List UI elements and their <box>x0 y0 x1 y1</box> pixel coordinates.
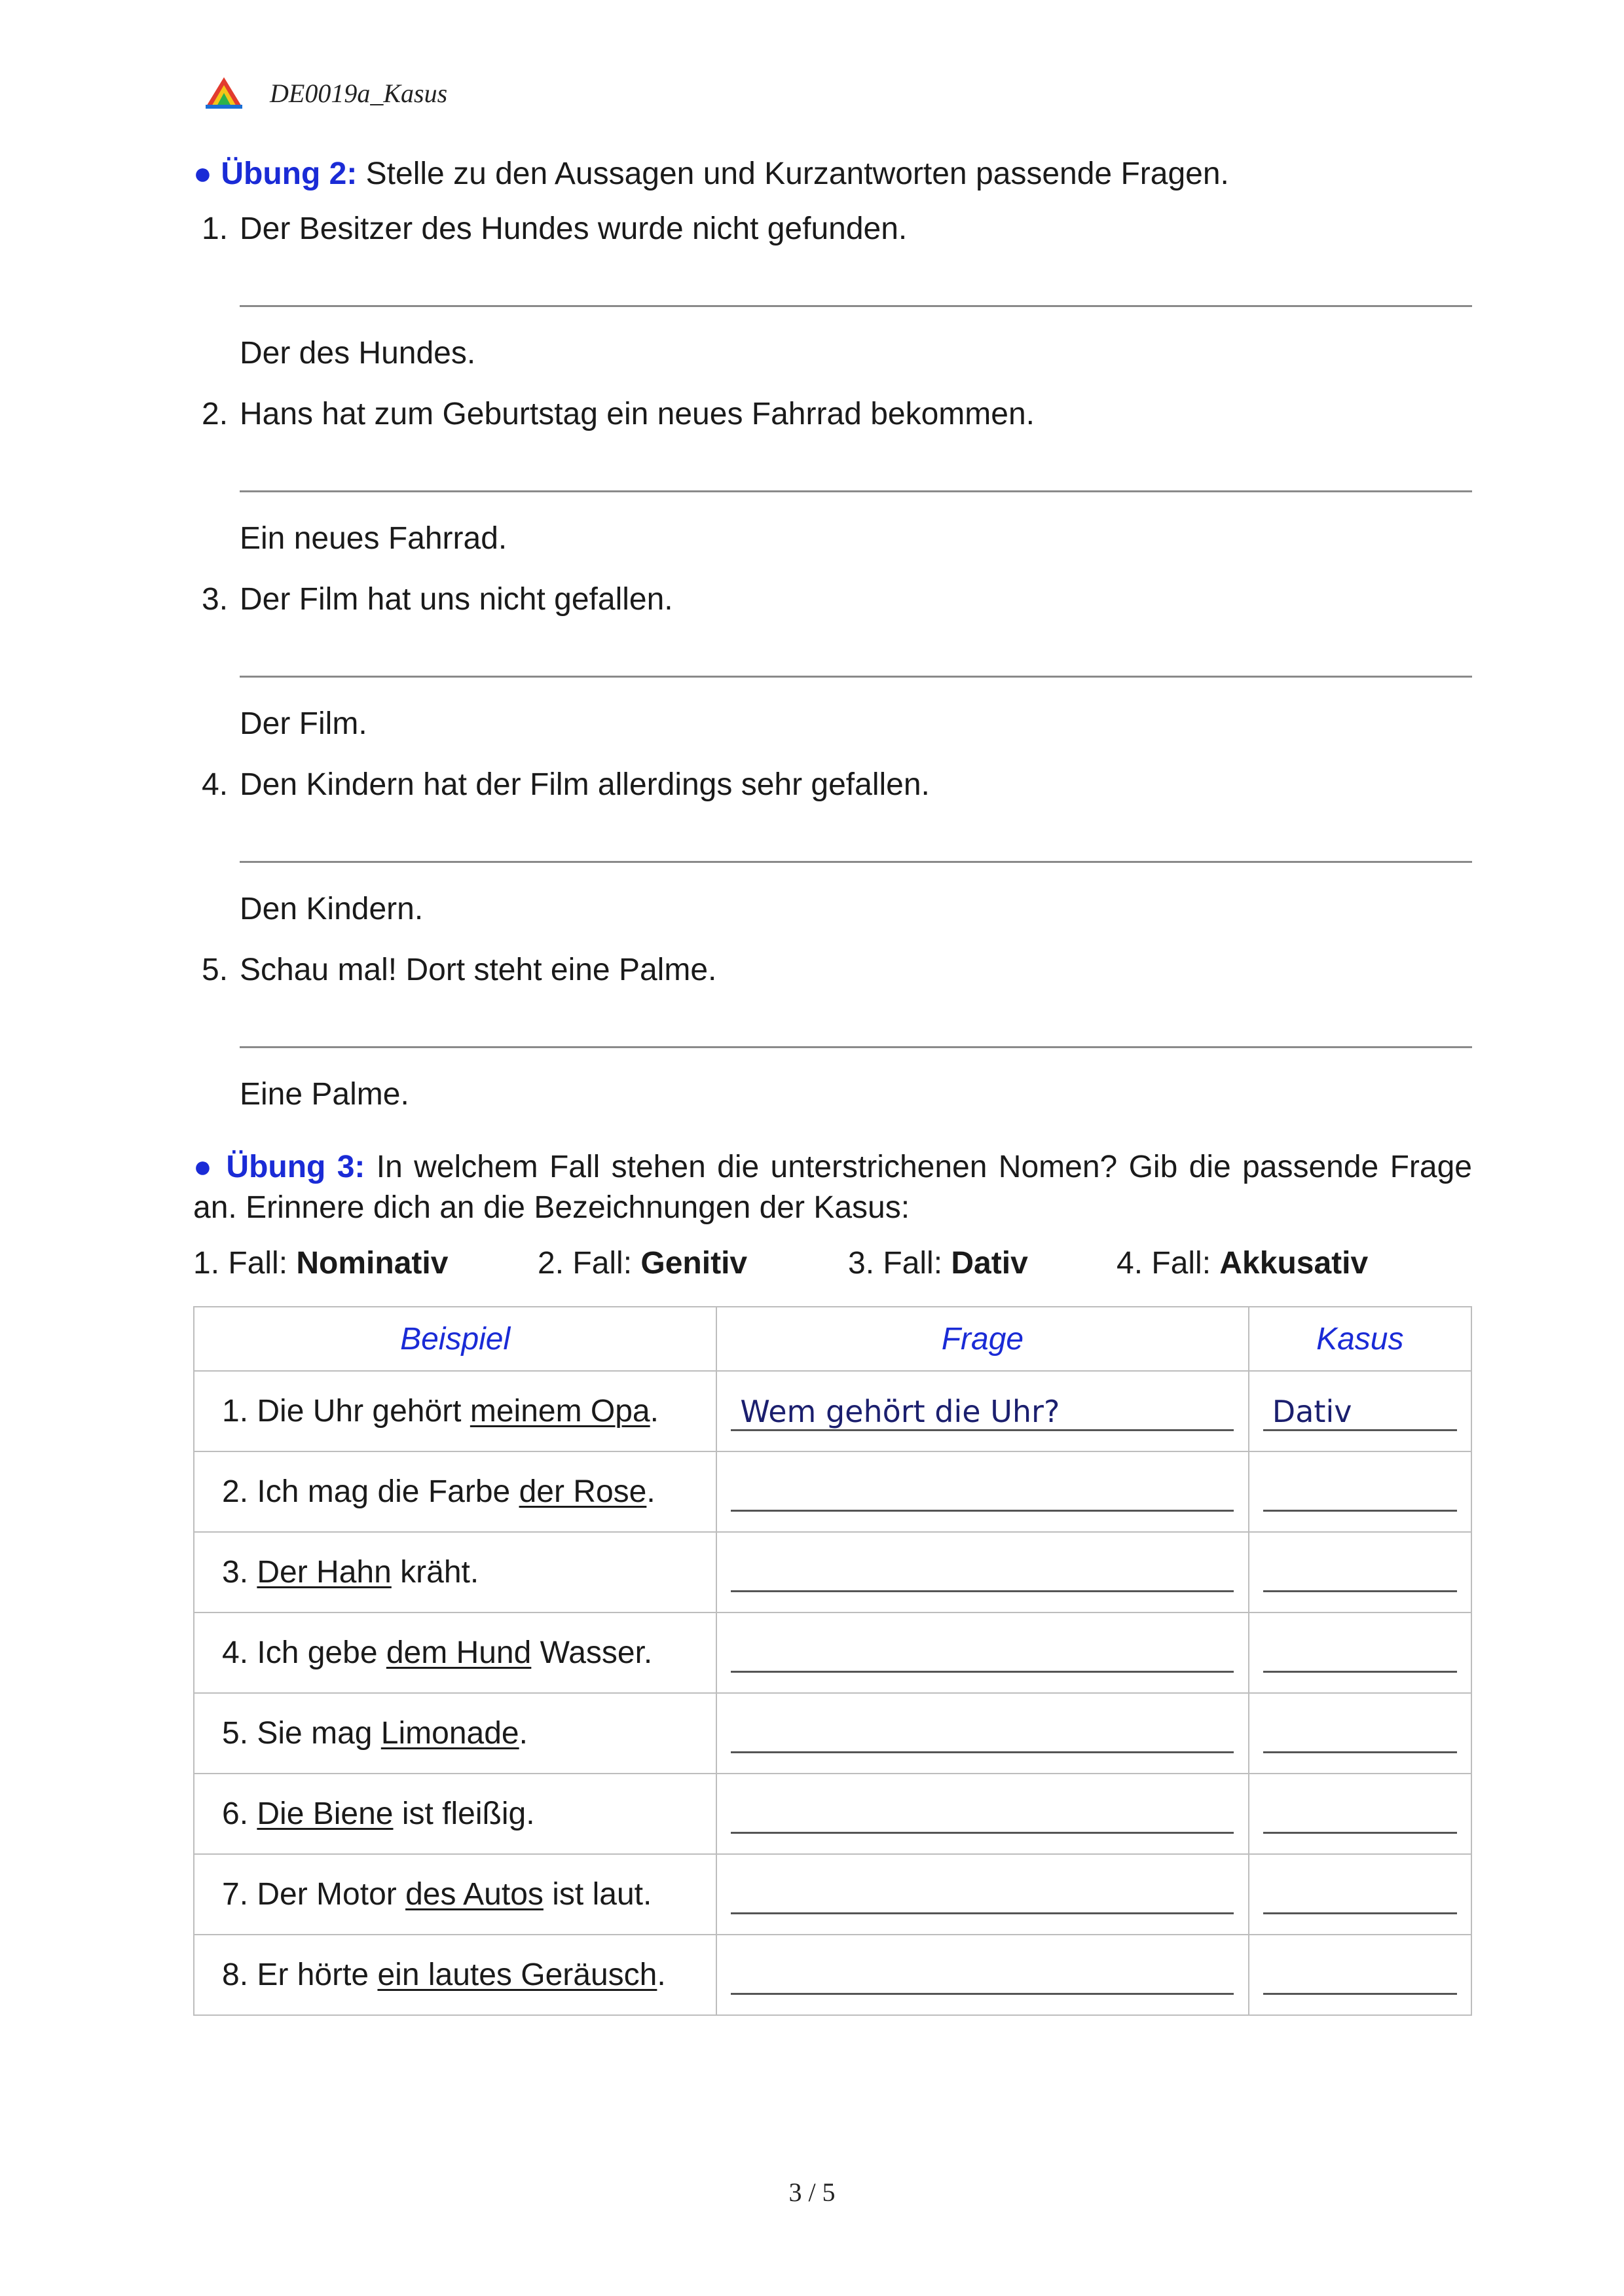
example-sentence: 3. Der Hahn kräht. <box>194 1532 716 1613</box>
bullet-icon: ● <box>193 156 212 191</box>
kasus-answer-field[interactable] <box>1263 1633 1457 1673</box>
underlined-noun: Die Biene <box>257 1796 394 1831</box>
frage-cell <box>716 1451 1248 1532</box>
underlined-noun: ein lautes Geräusch <box>377 1958 657 1992</box>
kasus-answer-field[interactable] <box>1263 1956 1457 1995</box>
exercise-3-label: Übung 3: <box>226 1150 365 1184</box>
example-sentence: 5. Sie mag Limonade. <box>194 1693 716 1774</box>
exercise-3-title <box>193 1147 1472 1228</box>
underlined-noun: Limonade <box>380 1716 519 1751</box>
kasus-answer-field[interactable] <box>1263 1795 1457 1834</box>
example-sentence: 7. Der Motor des Autos ist laut. <box>194 1854 716 1935</box>
example-sentence: 4. Ich gebe dem Hund Wasser. <box>194 1613 716 1693</box>
exercise-2-statement: 2. Hans hat zum Geburtstag ein neues Fahrrad bekommen. <box>202 397 1035 431</box>
case-2: 2. Fall: Genitiv <box>538 1246 748 1281</box>
document-id: DE0019a_Kasus <box>270 78 448 108</box>
kasus-answer-field[interactable]: Dativ <box>1263 1392 1457 1431</box>
exercise-2-short-answer: Der Film. <box>240 706 367 741</box>
kasus-cell <box>1249 1371 1471 1451</box>
table-row <box>194 1774 1471 1854</box>
kasus-answer-field[interactable] <box>1263 1553 1457 1592</box>
kasus-cell <box>1249 1854 1471 1935</box>
kasus-cell <box>1249 1451 1471 1532</box>
exercise-2-short-answer: Ein neues Fahrrad. <box>240 521 507 556</box>
example-sentence: 6. Die Biene ist fleißig. <box>194 1774 716 1854</box>
case-1: 1. Fall: Nominativ <box>193 1246 449 1281</box>
page-header <box>204 72 447 114</box>
table-row <box>194 1613 1471 1693</box>
kasus-cell <box>1249 1613 1471 1693</box>
frage-cell <box>716 1532 1248 1613</box>
exercise-2-instruction: Stelle zu den Aussagen und Kurzantworten passende Fragen. <box>365 156 1229 191</box>
table-row <box>194 1935 1471 2015</box>
underlined-noun: meinem Opa <box>470 1394 650 1429</box>
kasus-answer-field[interactable] <box>1263 1472 1457 1512</box>
example-sentence: 2. Ich mag die Farbe der Rose. <box>194 1451 716 1532</box>
frage-answer-field[interactable] <box>731 1553 1234 1592</box>
table-row <box>194 1693 1471 1774</box>
frage-cell <box>716 1371 1248 1451</box>
underlined-noun: Der Hahn <box>257 1555 392 1590</box>
exercise-3-instruction: In welchem Fall stehen die unterstrichenen Nomen? Gib die passende Frage an. Erinnere dich an die Bezeichnungen der Kasus: <box>193 1150 1472 1225</box>
case-3: 3. Fall: Dativ <box>848 1246 1028 1281</box>
frage-cell <box>716 1774 1248 1854</box>
exercise-2-short-answer: Den Kindern. <box>240 892 424 926</box>
exercise-2-statement: 1. Der Besitzer des Hundes wurde nicht gefunden. <box>202 211 908 246</box>
table-row <box>194 1451 1471 1532</box>
exercise-2-short-answer: Eine Palme. <box>240 1077 409 1112</box>
frage-answer-field[interactable] <box>731 1795 1234 1834</box>
frage-answer-field[interactable] <box>731 1472 1234 1512</box>
table-row <box>194 1854 1471 1935</box>
column-header-beispiel: Beispiel <box>194 1307 716 1371</box>
frage-answer-field[interactable] <box>731 1714 1234 1753</box>
kasus-cell <box>1249 1774 1471 1854</box>
answer-line[interactable] <box>240 1046 1472 1048</box>
answer-line[interactable] <box>240 861 1472 863</box>
exercise-3-table <box>193 1306 1472 2016</box>
column-header-kasus: Kasus <box>1249 1307 1471 1371</box>
case-legend <box>193 1244 1472 1283</box>
frage-cell <box>716 1693 1248 1774</box>
underlined-noun: dem Hund <box>386 1635 532 1670</box>
exercise-2-statement: 4. Den Kindern hat der Film allerdings sehr gefallen. <box>202 767 930 802</box>
column-header-frage: Frage <box>716 1307 1248 1371</box>
bullet-icon: ● <box>193 1150 215 1184</box>
exercise-2-short-answer: Der des Hundes. <box>240 336 476 371</box>
frage-answer-field[interactable] <box>731 1956 1234 1995</box>
underlined-noun: des Autos <box>405 1877 544 1912</box>
frage-cell <box>716 1613 1248 1693</box>
frage-answer-field[interactable] <box>731 1633 1234 1673</box>
case-4: 4. Fall: Akkusativ <box>1116 1246 1369 1281</box>
answer-line[interactable] <box>240 676 1472 678</box>
page-number: 3 / 5 <box>788 2178 836 2207</box>
frage-cell <box>716 1935 1248 2015</box>
table-row <box>194 1371 1471 1451</box>
answer-line[interactable] <box>240 305 1472 307</box>
exercise-2-label: Übung 2: <box>221 156 358 191</box>
underlined-noun: der Rose <box>519 1474 647 1509</box>
logo-icon <box>204 76 244 110</box>
example-sentence: 1. Die Uhr gehört meinem Opa. <box>194 1371 716 1451</box>
example-sentence: 8. Er hörte ein lautes Geräusch. <box>194 1935 716 2015</box>
frage-answer-field[interactable] <box>731 1875 1234 1914</box>
table-row <box>194 1532 1471 1613</box>
table-header-row <box>194 1307 1471 1371</box>
kasus-cell <box>1249 1693 1471 1774</box>
kasus-cell <box>1249 1935 1471 2015</box>
kasus-answer-field[interactable] <box>1263 1875 1457 1914</box>
frage-answer-field[interactable]: Wem gehört die Uhr? <box>731 1392 1234 1431</box>
answer-line[interactable] <box>240 490 1472 492</box>
exercise-2-statement: 3. Der Film hat uns nicht gefallen. <box>202 582 673 617</box>
kasus-answer-field[interactable] <box>1263 1714 1457 1753</box>
exercise-2-title <box>193 155 1229 194</box>
frage-cell <box>716 1854 1248 1935</box>
exercise-2-statement: 5. Schau mal! Dort steht eine Palme. <box>202 953 717 987</box>
kasus-cell <box>1249 1532 1471 1613</box>
